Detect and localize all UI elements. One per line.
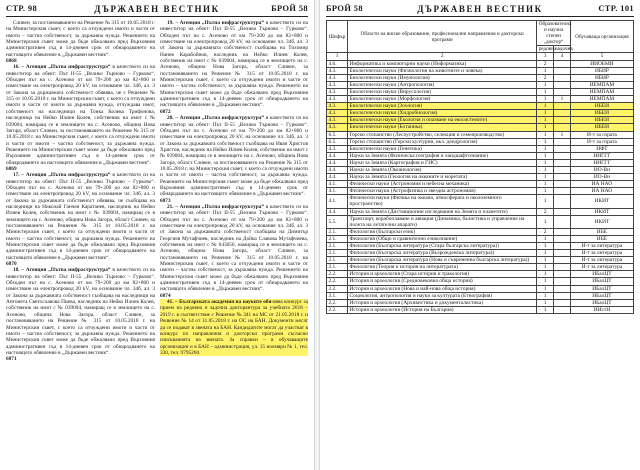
row-organization: ИФТ [570, 145, 633, 152]
row-organization: ИБалЦТ [570, 271, 633, 278]
left-issue-number: БРОЙ 58 [271, 4, 308, 13]
row-code: 4.1. [327, 195, 348, 208]
row-regular-count: 1 [537, 235, 554, 242]
row-code: 4.3. [327, 103, 348, 110]
row-area: Филология (Българска литература (Нова и съвременна българска литература)) [348, 257, 537, 264]
announcement-number: 6873 [160, 197, 171, 204]
announcement-body: в качеството си на инвеститор на обект: Път II-55 „Велико Търново – Гурково“. Обходен път на с. Асеново от км 79+200 до км 82+800 и изместване на електропровод 20 kV, на основание чл. 34б, ал. 3 от Закона за държавната собственост съобщава на наследници на Антонета Светославова Пиева, наследник на Нейко Илиев Колев, собственик на имот с № 039004, намиращ се в землището на с. Асеново, община Нова Загора, област Сливен, за постановяването на Решение № 315 от 10.05.2018 г. на Министерския съвет, с което са отчуждени имоти и части от имоти – частна собственост, за държавна нужда. Решението на Министерския съвет може да бъде обжалвано пред Върховния административен съд в 14-дневен срок от обнародването на настоящото обявление в „Държавен вестник“. [6, 267, 155, 356]
table-row [327, 278, 634, 285]
row-code: 2.1. [327, 235, 348, 242]
table-row [327, 235, 634, 242]
row-organization: ИКИТ [570, 215, 633, 228]
row-regular-count: 2 [537, 60, 554, 67]
row-regular-count: 1 [537, 271, 554, 278]
row-part-time-count [554, 145, 571, 152]
row-organization: ИБалЦТ [570, 278, 633, 285]
row-organization: И-т за литература [570, 264, 633, 271]
row-part-time-count [554, 215, 571, 228]
table-row [327, 306, 634, 313]
table-row [327, 60, 634, 67]
row-area: Биологически науки (Вирусология) [348, 88, 537, 95]
row-organization: ИБЕИ [570, 124, 633, 131]
row-regular-count: 1 [537, 166, 554, 173]
row-organization: И-т за литература [570, 243, 633, 250]
row-code: 3.1. [327, 292, 348, 299]
row-part-time-count [554, 264, 571, 271]
announcement-lead: 19. – Агенция „Пътна инфраструктура“ [167, 20, 265, 26]
table-row [327, 271, 634, 278]
row-regular-count: 1 [537, 292, 554, 299]
table-row [327, 228, 634, 235]
row-regular-count: 1 [537, 110, 554, 117]
row-regular-count: 1 [537, 188, 554, 195]
table-row [327, 67, 634, 74]
row-organization: ИБЕ [570, 235, 633, 242]
row-area: История и археология (История на България) [348, 306, 537, 313]
row-code: 4.4. [327, 166, 348, 173]
row-organization: ИБалЦТ [570, 292, 633, 299]
row-area: Биологически науки (Имунология) [348, 74, 537, 81]
row-code: 2.2. [327, 306, 348, 313]
row-organization: ИБалЦТ [570, 299, 633, 306]
row-organization: ИБалЦТ [570, 285, 633, 292]
row-area: Транспорт, корабоплаване и авиация (Динамика, балистика и управление на полета на летателни апарати) [348, 215, 537, 228]
announcement-body: в качеството си на инвеститор на обект: Път II-55 „Велико Търново – Гурково“. Обходен път на с. Асеново от км 79+200 до км 82+800 и изместване на електропровод 20 kV, на основание чл. 34б, ал. 3 от Закона за държавната собственост обявява, че съобщава на наследници на Николай Ганчев Каратанев, наследник на Нейко Илиев Колев, собственик на имот с № 039004, намиращ се в землището на с. Асеново, община Нова Загора, област Сливен, за постановяването на Решение № 315 от 10.05.2018 г. на Министерския съвет, с което са отчуждени имоти и части от имоти – частна собственост, за държавна нужда. Решението на Министерския съвет може да бъде обжалвано пред Върховния административен съд в 14-дневен срок от обнародването на настоящото обявление в „Държавен вестник“. [6, 172, 155, 261]
row-area: Науки за Земята (Картография и ГИС) [348, 159, 537, 166]
table-row [327, 292, 634, 299]
left-text-column-2 [160, 20, 308, 468]
table-row [327, 166, 634, 173]
row-part-time-count [554, 292, 571, 299]
row-part-time-count [554, 103, 571, 110]
table-row [327, 117, 634, 124]
table-row [327, 181, 634, 188]
row-part-time-count [554, 67, 571, 74]
table-row [327, 208, 634, 215]
row-code: 2.1. [327, 228, 348, 235]
row-part-time-count [554, 306, 571, 313]
row-regular-count: 1 [537, 159, 554, 166]
announcement-number: 6871 [6, 356, 17, 363]
row-part-time-count [554, 174, 571, 181]
row-code: 4.3. [327, 81, 348, 88]
row-area: Физически науки (Физика на океана, атмосферата и околоземното пространство) [348, 195, 537, 208]
left-page-number: СТР. 98 [6, 4, 38, 13]
row-code: 2.2. [327, 278, 348, 285]
right-running-head [326, 4, 634, 16]
row-organization: ИБЕИ [570, 110, 633, 117]
row-part-time-count [554, 181, 571, 188]
row-organization: НИГГГ [570, 152, 633, 159]
row-code: 4.3. [327, 88, 348, 95]
announcement-paragraph [6, 267, 155, 356]
row-part-time-count [554, 235, 571, 242]
row-area: Биологически науки (Хидробиология) [348, 110, 537, 117]
row-regular-count: 1 [537, 299, 554, 306]
row-regular-count: 1 [537, 152, 554, 159]
table-row [327, 264, 634, 271]
row-area: Филология (Българска литература (Възрожденска литература)) [348, 250, 537, 257]
row-regular-count: 1 [537, 88, 554, 95]
row-organization: ИА НАО [570, 188, 633, 195]
row-organization: ИБЕИ [570, 103, 633, 110]
row-part-time-count [554, 243, 571, 250]
table-row [327, 88, 634, 95]
row-organization: ИО-Вн [570, 174, 633, 181]
row-organization: ИБЕ [570, 228, 633, 235]
row-regular-count: 1 [537, 257, 554, 264]
row-code: 4.4. [327, 208, 348, 215]
table-row [327, 103, 634, 110]
row-organization: ИКИТ [570, 195, 633, 208]
row-area: История и археология (Средновековна обща история) [348, 278, 537, 285]
row-regular-count: 1 [537, 96, 554, 103]
row-code: 4.4. [327, 159, 348, 166]
row-part-time-count [554, 124, 571, 131]
row-regular-count: 1 [537, 278, 554, 285]
row-part-time-count [554, 271, 571, 278]
row-regular-count: 1 [537, 215, 554, 228]
row-area: Науки за Земята (Океанология) [348, 166, 537, 173]
row-area: Биологически науки (Ботаника) [348, 124, 537, 131]
row-code: 6.5. [327, 138, 348, 145]
row-area: История и археология (Стара история и тракология) [348, 271, 537, 278]
announcement-body: в качеството си на инвеститор на обект: Път II-55 „Велико Търново – Гурково“. Обходен път на с. Асеново от км 79+200 до км 82+800 и изместване на електропровод 20 kV, на основание чл. 34б, ал. 3 от Закона за държавната собственост съобщава на Тихомир Нанев Карабойнов, наследник на Нейко Илиев Колев, собственик на имот с № 039004, намиращ се в землището на с. Асеново, община Нова Загора, област Сливен, за постановяването на Решение № 315 от 10.05.2018 г. на Министерския съвет, с което са отчуждени имоти и части от имоти – частна собственост, за държавна нужда. Решението на Министерския съвет може да бъде обжалвано пред Върховния административен съд в 14-дневен срок от обнародването на настоящото обявление в „Държавен вестник“. [160, 20, 308, 109]
row-part-time-count [554, 88, 571, 95]
announcement-paragraph [160, 204, 308, 293]
table-row [327, 188, 634, 195]
announcement-number: 6868 [6, 58, 17, 65]
row-regular-count: 1 [537, 81, 554, 88]
row-organization: НИГГГ [570, 159, 633, 166]
row-area: История и археология (Нова и най-нова обща история) [348, 285, 537, 292]
row-area: Науки за Земята (Дистанционни изследвания на Земята и планетите) [348, 208, 537, 215]
row-code: 4.1. [327, 181, 348, 188]
row-part-time-count [554, 110, 571, 117]
row-organization: ИКИТ [570, 208, 633, 215]
left-gazette-title: ДЪРЖАВЕН ВЕСТНИК [94, 4, 220, 14]
table-row [327, 285, 634, 292]
announcement-number: 6872 [160, 108, 171, 115]
row-area: Биологически науки (Антропология) [348, 81, 537, 88]
announcement-paragraph [160, 20, 308, 109]
announcement-number: 6874 [160, 292, 171, 299]
right-header-rule [326, 16, 634, 17]
table-row [327, 96, 634, 103]
announcement-number: 6869 [6, 165, 17, 172]
right-page [320, 0, 640, 470]
table-row [327, 124, 634, 131]
row-part-time-count [554, 60, 571, 67]
row-code: 4.3. [327, 67, 348, 74]
row-code: 2.1. [327, 243, 348, 250]
table-row [327, 131, 634, 138]
announcement-lead: 16. – Агенция „Пътна инфраструктура“ [13, 64, 111, 71]
row-code: 5.5. [327, 215, 348, 228]
row-part-time-count [554, 257, 571, 264]
row-area: Биологически науки (Физиология на животните и човека) [348, 67, 537, 74]
row-organization: ИЕМПАМ [570, 81, 633, 88]
row-organization: ИИОБМИ [570, 60, 633, 67]
row-code: 4.4. [327, 174, 348, 181]
row-area: Социология, антропология и науки за културата (Етнография) [348, 292, 537, 299]
row-regular-count: 1 [537, 243, 554, 250]
row-part-time-count: 1 [554, 96, 571, 103]
announcement-lead: 18. – Агенция „Пътна инфраструктура“ [13, 267, 111, 274]
table-row [327, 174, 634, 181]
announcement-body: в качеството си на инвеститор на обект: Път II-55 „Велико Търново – Гурково“. Обходен път на с. Асеново от км 79+200 до км 82+800 и изместване на електропровод 20 kV, на основание чл. 34б, ал. 3 от Закона за държавната собственост обявява, че с Решение № 315 от 10.05.2018 г. на Министерския съвет, с което са отчуждени имоти и части от имоти за държавна нужда, отчуждава имот, собственост на наследници на Тонка Колева Трифонова, наследница на Нейко Илиев Колев, собственик на имот с № 039004, намиращ се в землището на с. Асеново, община Нова Загора, област Сливен, за постановяването на Решение № 315 от 10.05.2018 г. на Министерския съвет, с което са отчуждени имоти и части от имоти – частна собственост, за държавна нужда. Решението на Министерския съвет може да бъде обжалвано пред Върховния административен съд в 14-дневен срок от обнародването на настоящото обявление в „Държавен вестник“. [6, 64, 155, 166]
announcement-number: 6870 [6, 261, 17, 268]
column-number: 2 [348, 53, 537, 60]
row-code: 4.6. [327, 60, 348, 67]
row-area: Горско стопанство (Горски културни, вкл. дендрология) [348, 138, 537, 145]
row-code: 4.3. [327, 96, 348, 103]
table-row [327, 110, 634, 117]
row-regular-count: 2 [537, 208, 554, 215]
row-organization: ИБИР [570, 67, 633, 74]
row-area: Филология (Общо и сравнително езикознание) [348, 235, 537, 242]
row-area: Биологически науки (Морфология) [348, 96, 537, 103]
announcement-paragraph: Сливен, за постановяването на Решение № 315 от 10.05.2018 г. на Министерския съвет, с което са отчуждени имоти и части от имоти – частна собственост, за държавна нужда. Решението на Министерския съвет може да бъде обжалвано пред Върховния административен съд в 14-дневен срок от обнародването на настоящото обявление в „Държавен вестник“. [6, 20, 155, 58]
row-regular-count: 2 [537, 228, 554, 235]
row-regular-count: 1 [537, 67, 554, 74]
row-organization: ИО-Вн [570, 166, 633, 173]
row-organization: ИА НАО [570, 181, 633, 188]
row-regular-count: 1 [537, 124, 554, 131]
row-code: 4.3. [327, 117, 348, 124]
row-code: 4.3. [327, 110, 348, 117]
row-regular-count: 1 [537, 117, 554, 124]
left-text-column-1 [6, 20, 155, 468]
table-row [327, 195, 634, 208]
row-part-time-count [554, 285, 571, 292]
announcement-lead: 41. – Българската академия на науките обя- [167, 299, 274, 306]
row-regular-count: 1 [537, 285, 554, 292]
row-code: 4.1. [327, 188, 348, 195]
row-regular-count: 1 [537, 306, 554, 313]
left-page [0, 0, 314, 470]
row-code: 4.3. [327, 145, 348, 152]
row-organization: ИЕМПАМ [570, 96, 633, 103]
header-organization: Обучаваща организация [570, 21, 633, 53]
row-part-time-count [554, 117, 571, 124]
row-part-time-count [554, 138, 571, 145]
row-regular-count: 1 [537, 145, 554, 152]
header-area: Области на висше образование, професионални направления и докторски програми [348, 21, 537, 53]
table-row [327, 159, 634, 166]
table-header-row [327, 21, 634, 46]
row-area: История и археология (Архивистика и документалистика) [348, 299, 537, 306]
row-part-time-count [554, 228, 571, 235]
row-area: Биологически науки (Генетика) [348, 145, 537, 152]
row-organization: ИБЕИ [570, 117, 633, 124]
header-part-time: задочна [555, 46, 573, 53]
table-row [327, 74, 634, 81]
header-code: Шифър [327, 21, 348, 53]
header-regular: редовна [538, 46, 557, 53]
row-part-time-count [554, 278, 571, 285]
announcement-body: в качеството си на инвеститор на обект: Път II-55 „Велико Търново – Гурково“. Обходен път на с. Асеново от км 79+200 до км 82+800 и изместване на електропровод 20 kV, на основание чл. 34б, ал. 3 от Закона за държавната собственост съобщава на Димитър Георгиев Мутафчиев, наследник на Дойка Славова Мутафчиева, собственик на имот с № 043050, намиращ се в землището на с. Асеново, община Нова Загора, област Сливен, за постановяването на Решение № 315 от 10.05.2018 г. на Министерския съвет, с което са отчуждени имоти и части от имоти – частна собственост, за държавна нужда. Решението на Министерския съвет може да бъде обжалвано пред Върховния административен съд в 14-дневен срок от обнародването на настоящото обявление в „Държавен вестник“. [160, 203, 308, 293]
row-area: Науки за Земята (Геология на океаните и моретата) [348, 174, 537, 181]
right-gazette-title: ДЪРЖАВЕН ВЕСТНИК [417, 4, 543, 14]
table-row [327, 215, 634, 228]
column-number: 4 [554, 53, 571, 60]
row-regular-count: 1 [537, 174, 554, 181]
row-code: 2.2. [327, 285, 348, 292]
row-part-time-count [554, 195, 571, 208]
table-row [327, 138, 634, 145]
row-organization: ИЕМПАМ [570, 88, 633, 95]
row-area: Науки за Земята (Физическа география и ландшафтознание) [348, 152, 537, 159]
row-regular-count: 1 [537, 131, 554, 138]
row-part-time-count [554, 159, 571, 166]
announcement-lead: 21. – Агенция „Пътна инфраструктура“ [167, 203, 265, 210]
row-regular-count: 2 [537, 74, 554, 81]
announcement-lead: 20. – Агенция „Пътна инфраструктура“ [167, 115, 265, 122]
row-organization: И-т за литература [570, 257, 633, 264]
column-number: 3 [537, 53, 554, 60]
announcement-lead: 17. – Агенция „Пътна инфраструктура“ [13, 172, 111, 179]
column-number: 1 [327, 53, 348, 60]
row-regular-count: 1 [537, 250, 554, 257]
row-regular-count: 1 [537, 195, 554, 208]
table-row [327, 81, 634, 88]
row-code: 2.2. [327, 271, 348, 278]
row-part-time-count: 1 [554, 131, 571, 138]
row-area: Филология (Теория и история на литературата) [348, 264, 537, 271]
right-page-number: СТР. 101 [598, 4, 634, 13]
row-area: Филология (Българска литература (Стара българска литература)) [348, 243, 537, 250]
row-code: 4.4. [327, 152, 348, 159]
row-area: Горско стопанство (Лесоустройство, селекция и семепроизводство) [348, 131, 537, 138]
row-area: Информатика и компютърни науки (Информатика) [348, 60, 537, 67]
header-degree: Образователна и научна степен „доктор“ [538, 21, 572, 46]
table-row [327, 243, 634, 250]
right-issue-number: БРОЙ 58 [326, 4, 363, 13]
row-regular-count: 1 [537, 264, 554, 271]
table-number-row [327, 53, 634, 60]
row-area: Биологически науки (Екология и опазване на екосистемите) [348, 117, 537, 124]
row-part-time-count [554, 81, 571, 88]
row-area: Филология (Български език) [348, 228, 537, 235]
row-organization: ИИстН [570, 306, 633, 313]
row-code: 4.3. [327, 74, 348, 81]
left-running-head [6, 4, 308, 16]
row-code: 6.5. [327, 131, 348, 138]
row-part-time-count [554, 74, 571, 81]
announcement-paragraph [6, 172, 155, 261]
row-part-time-count [554, 299, 571, 306]
row-code: 2.1. [327, 250, 348, 257]
row-organization: И-т за гората [570, 138, 633, 145]
announcement-body: в качеството си на инвеститор на обект: Път II-55 „Велико Търново – Гурково“. Обходен път на с. Асеново от км 79+200 до км 82+800 и изместване на електропровод 20 kV, на основание чл. 34б, ал. 3 от Закона за държавната собственост съобщава на Иван Христов Христов, наследник на Нейко Илиев Колев, собственик на имот с № 039004, намиращ се в землището на с. Асеново, община Нова Загора, област Сливен, за постановяването на Решение № 315 от 10.05.2018 г. на Министерския съвет, с което са отчуждени имоти и части от имоти – частна собственост, за държавна нужда. Решението на Министерския съвет може да бъде обжалвано пред Върховния административен съд в 14-дневен срок от обнародването на настоящото обявление в „Държавен вестник“. [160, 115, 308, 198]
row-part-time-count [554, 166, 571, 173]
table-row [327, 152, 634, 159]
table-row [327, 250, 634, 257]
highlighted-announcement [160, 299, 308, 356]
doctoral-programs-table [326, 20, 634, 314]
row-organization: И-т за гората [570, 131, 633, 138]
row-area: Физически науки (Астрофизика и звездна астрономия) [348, 188, 537, 195]
row-regular-count: 1 [537, 181, 554, 188]
table-body [327, 60, 634, 313]
row-organization: ИБИР [570, 74, 633, 81]
announcement-body: вява конкурс за прием на редовна и задочна докторантура за учебната 2018 – 2019 г. в съответствие с Решение № 341 на МС от 21.05.2018 г. и Решение № 14 от 31.05.2018 г. на ОС на БАН. Документи могат да се подават в звената на БАН. Кандидатите могат да участват в конкурс по направления и докторски програми съгласно изискванията на звената. За справки – в обучаващите организации и в БАН – администрация, ул. 15 ноември № 1, тел. 330, тел. 9795260. [160, 299, 308, 356]
table-row [327, 299, 634, 306]
table-row [327, 257, 634, 264]
table-row [327, 145, 634, 152]
row-regular-count: 1 [537, 103, 554, 110]
row-code: 2.2. [327, 299, 348, 306]
announcement-paragraph [160, 115, 308, 197]
announcement-paragraph [6, 64, 155, 166]
row-part-time-count [554, 152, 571, 159]
row-part-time-count [554, 250, 571, 257]
row-area: Физически науки (Астрономия и небесна механика) [348, 181, 537, 188]
row-area: Биологически науки (Зоология) [348, 103, 537, 110]
row-part-time-count [554, 188, 571, 195]
row-organization: И-т за литература [570, 250, 633, 257]
row-code: 4.3. [327, 124, 348, 131]
row-code: 2.1. [327, 264, 348, 271]
row-regular-count: 1 [537, 138, 554, 145]
left-header-rule [6, 16, 308, 17]
column-number: 5 [570, 53, 633, 60]
row-part-time-count [554, 208, 571, 215]
row-code: 2.1. [327, 257, 348, 264]
